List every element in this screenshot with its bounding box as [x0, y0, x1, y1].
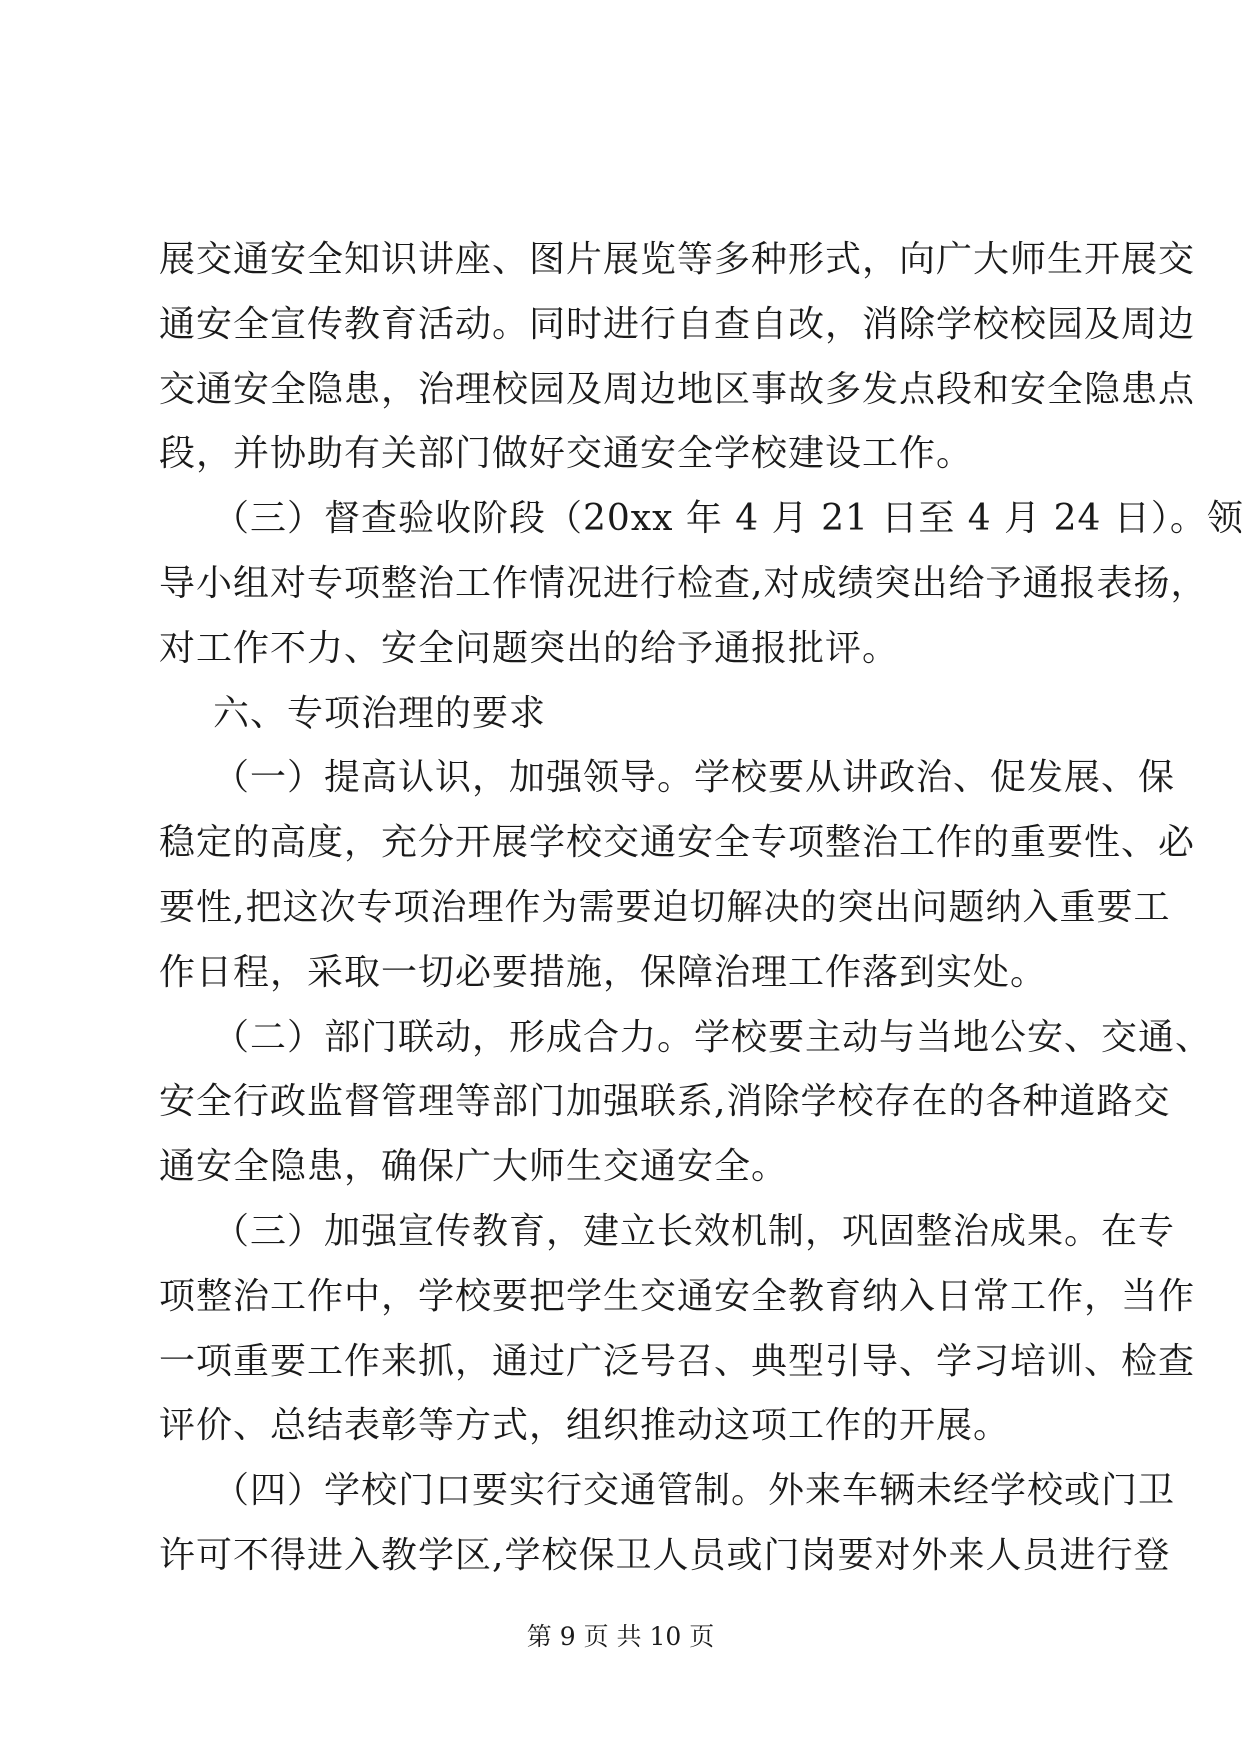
text-line: 项整治工作中，学校要把学生交通安全教育纳入日常工作，当作	[159, 1275, 1196, 1317]
text-line: 六、专项治理的要求	[213, 692, 547, 734]
text-line: 作日程，采取一切必要措施，保障治理工作落到实处。	[159, 951, 1048, 993]
text-line: 导小组对专项整治工作情况进行检查,对成绩突出给予通报表扬，	[159, 562, 1208, 604]
text-line: 安全行政监督管理等部门加强联系,消除学校存在的各种道路交	[159, 1081, 1171, 1123]
text-line: 要性,把这次专项治理作为需要迫切解决的突出问题纳入重要工	[159, 886, 1171, 928]
text-line: （二）部门联动，形成合力。学校要主动与当地公安、交通、	[213, 1016, 1213, 1058]
text-line: 通安全宣传教育活动。同时进行自查自改，消除学校校园及周边	[159, 303, 1196, 345]
page-footer: 第 9 页 共 10 页	[526, 1622, 715, 1651]
body-text	[159, 228, 1244, 1589]
text-line: 交通安全隐患，治理校园及周边地区事故多发点段和安全隐患点	[159, 368, 1196, 410]
text-line: 对工作不力、安全问题突出的给予通报批评。	[159, 627, 900, 669]
text-line: 稳定的高度，充分开展学校交通安全专项整治工作的重要性、必	[159, 822, 1196, 864]
text-line: 展交通安全知识讲座、图片展览等多种形式，向广大师生开展交	[159, 239, 1196, 280]
text-line: （四）学校门口要实行交通管制。外来车辆未经学校或门卫	[213, 1470, 1176, 1512]
text-line: 一项重要工作来抓，通过广泛号召、典型引导、学习培训、检查	[159, 1340, 1196, 1382]
text-line: （三）加强宣传教育，建立长效机制，巩固整治成果。在专	[213, 1210, 1176, 1252]
text-line: 段，并协助有关部门做好交通安全学校建设工作。	[159, 433, 974, 475]
text-line: 许可不得进入教学区,学校保卫人员或门岗要对外来人员进行登	[159, 1534, 1171, 1576]
text-line: 通安全隐患，确保广大师生交通安全。	[159, 1146, 789, 1188]
text-line: 评价、总结表彰等方式，组织推动这项工作的开展。	[159, 1405, 1011, 1447]
text-line: （三）督查验收阶段（20xx 年 4 月 21 日至 4 月 24 日）。领	[213, 498, 1244, 540]
text-line: （一）提高认识，加强领导。学校要从讲政治、促发展、保	[213, 757, 1176, 799]
